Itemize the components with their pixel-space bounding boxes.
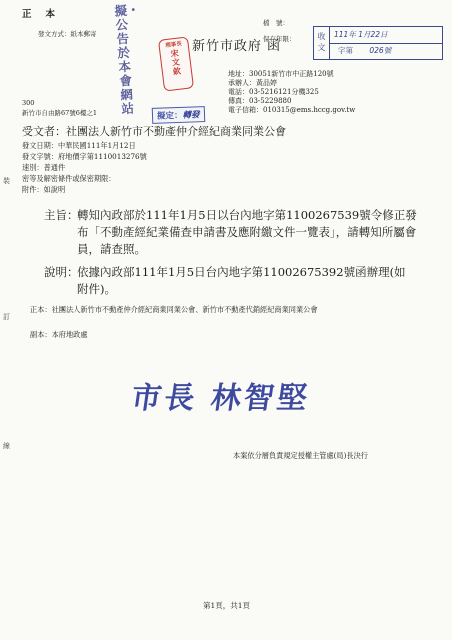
seal-line1: 理事長 — [165, 41, 183, 50]
draft-stamp-label: 擬定： — [156, 110, 183, 122]
received-date: 111年 1月22日 — [334, 30, 388, 39]
contact-handler: 承辦人：黃品婷 — [228, 79, 277, 87]
postal-code: 300 — [22, 99, 35, 107]
contact-address: 地址：30051新竹市中正路120號 — [228, 70, 334, 78]
subject-text: 轉知內政部於111年1月5日以台內地字第1100267539號令修正發布「不動產經紀業備查申請書及應附繳文件一覽表」，請轉知所屬會員，請查照。 — [77, 208, 417, 256]
binding-mark: 線 — [3, 442, 10, 450]
received-number-label: 字第 — [338, 46, 353, 55]
speed: 速別：普通件 — [22, 163, 66, 172]
recipient: 受文者：社團法人新竹市不動產仲介經紀商業同業公會 — [22, 125, 286, 138]
mayor-signature: 市長 林智堅 — [129, 381, 313, 416]
issue-date: 發文日期：中華民國111年1月12日 — [22, 141, 136, 150]
doc-type: 函 — [267, 39, 281, 54]
binding-mark: 裝 — [3, 177, 10, 185]
contact-phone: 電話：03-5216121分機325 — [228, 88, 319, 96]
received-number: 026號 — [369, 46, 392, 55]
subject-label: 主旨： — [44, 208, 79, 222]
recipient-address: 新竹市自由路67號6樓之1 — [22, 109, 98, 117]
archive-label: 保存年限： — [263, 35, 296, 43]
received-stamp — [313, 26, 443, 60]
handwritten-note: 擬・公告於本會網站 — [114, 1, 141, 117]
explanation-text: 依據內政部111年1月5日台內地字第11002675392號函辦理(如附件)。 — [77, 265, 406, 296]
draft-stamp-handwriting: 轉發 — [182, 110, 200, 121]
original-recipient: 正本：社團法人新竹市不動產仲介經紀商業同業公會、新竹市不動產代銷經紀商業同業公會 — [30, 305, 318, 314]
attachment: 附件：如說明 — [22, 185, 66, 194]
binding-mark: 訂 — [3, 313, 10, 321]
page-number: 第1頁，共1頁 — [203, 601, 251, 610]
file-number-label: 檔 號： — [263, 19, 289, 27]
chairman-seal — [158, 36, 194, 91]
draft-stamp — [152, 106, 205, 124]
received-stamp-label: 收文 — [314, 27, 330, 59]
explanation-label: 說明： — [44, 265, 79, 279]
seal-line2: 宋文欽 — [169, 48, 183, 77]
send-method: 發文方式：紙本郵寄 — [38, 30, 97, 38]
copy-type: 正本 — [22, 9, 70, 20]
contact-fax: 傳真：03-5229880 — [228, 97, 292, 105]
doc-number: 發文字號：府地價字第1110013276號 — [22, 152, 147, 161]
copy-recipient: 副本：本府地政處 — [30, 330, 88, 339]
org-title: 新竹市政府 — [192, 39, 263, 54]
contact-email: 電子信箱：010315@ems.hccg.gov.tw — [228, 106, 356, 114]
delegation-note: 本案依分層負責規定授權主管處(局)長決行 — [233, 451, 368, 460]
confidentiality: 密等及解密條件或保密期限： — [22, 174, 116, 183]
